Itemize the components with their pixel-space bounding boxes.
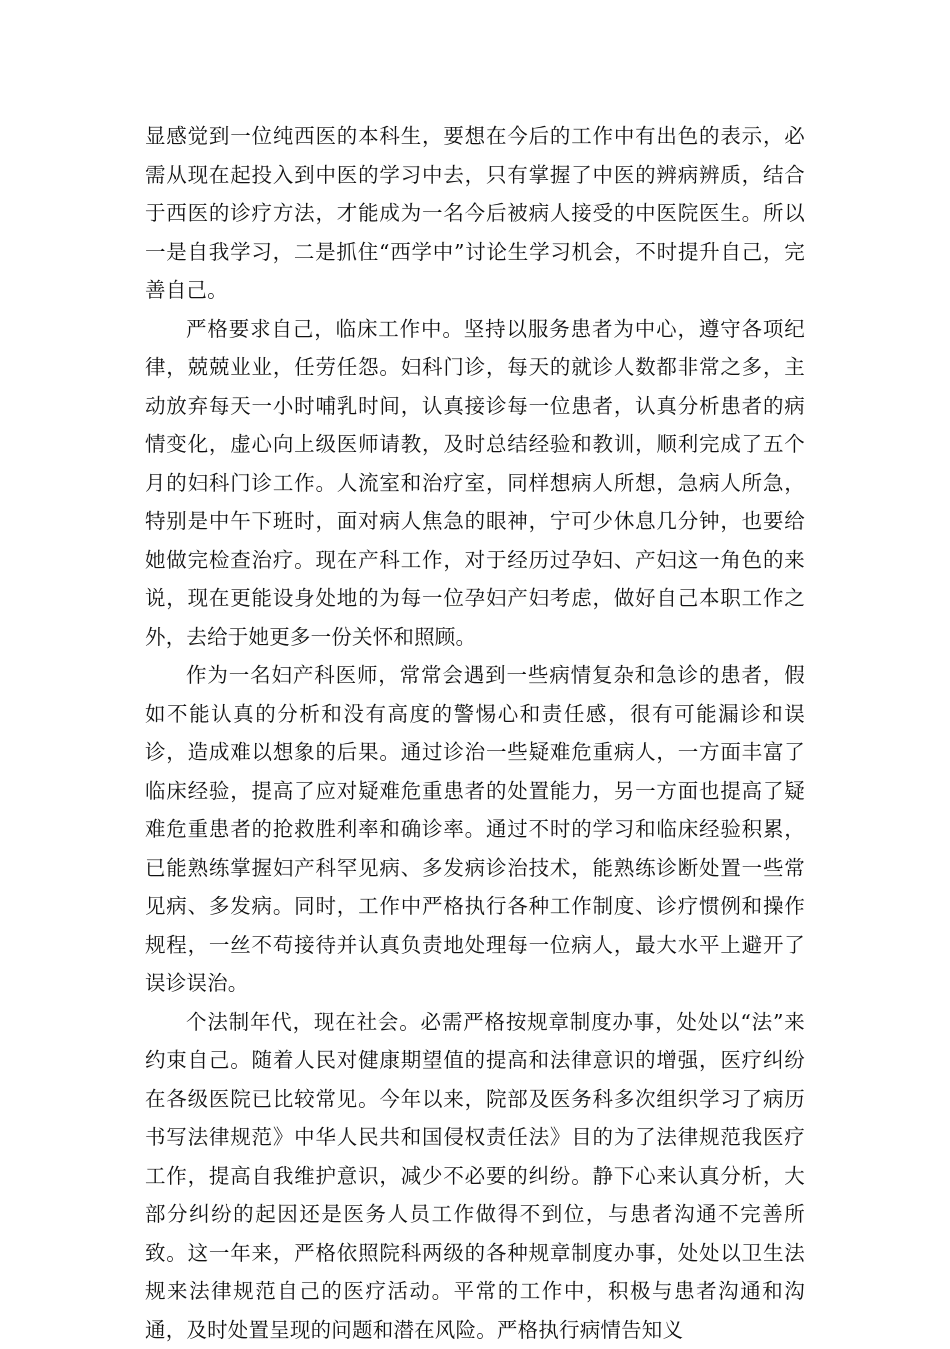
paragraph-3: 作为一名妇产科医师，常常会遇到一些病情复杂和急诊的患者，假如不能认真的分析和没有高度的警惕心和责任感，很有可能漏诊和误诊，造成难以想象的后果。通过诊治一些疑难危重病人，一方面丰富了临床经验，提高了应对疑难危重患者的处置能力，另一方面也提高了疑难危重患者的抢救胜利率和确诊率。通过不时的学习和临床经验积累，已能熟练掌握妇产科罕见病、多发病诊治技术，能熟练诊断处置一些常见病、多发病。同时，工作中严格执行各种工作制度、诊疗惯例和操作规程，一丝不苟接待并认真负责地处理每一位病人，最大水平上避开了误诊误治。 — [145, 656, 805, 1003]
paragraph-2: 严格要求自己，临床工作中。坚持以服务患者为中心，遵守各项纪律，兢兢业业，任劳任怨。妇科门诊，每天的就诊人数都非常之多，主动放弃每天一小时哺乳时间，认真接诊每一位患者，认真分析患者的病情变化，虚心向上级医师请教，及时总结经验和教训，顺利完成了五个月的妇科门诊工作。人流室和治疗室，同样想病人所想，急病人所急，特别是中午下班时，面对病人焦急的眼神，宁可少休息几分钟，也要给她做完检查治疗。现在产科工作，对于经历过孕妇、产妇这一角色的来说，现在更能设身处地的为每一位孕妇产妇考虑，做好自己本职工作之外，去给于她更多一份关怀和照顾。 — [145, 310, 805, 657]
paragraph-1: 显感觉到一位纯西医的本科生，要想在今后的工作中有出色的表示，必需从现在起投入到中医的学习中去，只有掌握了中医的辨病辨质，结合于西医的诊疗方法，才能成为一名今后被病人接受的中医院医生。所以一是自我学习，二是抓住“西学中”讨论生学习机会，不时提升自己，完善自己。 — [145, 117, 805, 310]
paragraph-4: 个法制年代，现在社会。必需严格按规章制度办事，处处以“法”来约束自己。随着人民对健康期望值的提高和法律意识的增强，医疗纠纷在各级医院已比较常见。今年以来，院部及医务科多次组织学习了病历书写法律规范》中华人民共和国侵权责任法》目的为了法律规范我医疗工作，提高自我维护意识，减少不必要的纠纷。静下心来认真分析，大部分纠纷的起因还是医务人员工作做得不到位，与患者沟通不完善所致。这一年来，严格依照院科两级的各种规章制度办事，处处以卫生法规来法律规范自己的医疗活动。平常的工作中，积极与患者沟通和沟通，及时处置呈现的问题和潜在风险。严格执行病情告知义 — [145, 1003, 805, 1349]
document-page — [145, 117, 805, 1349]
